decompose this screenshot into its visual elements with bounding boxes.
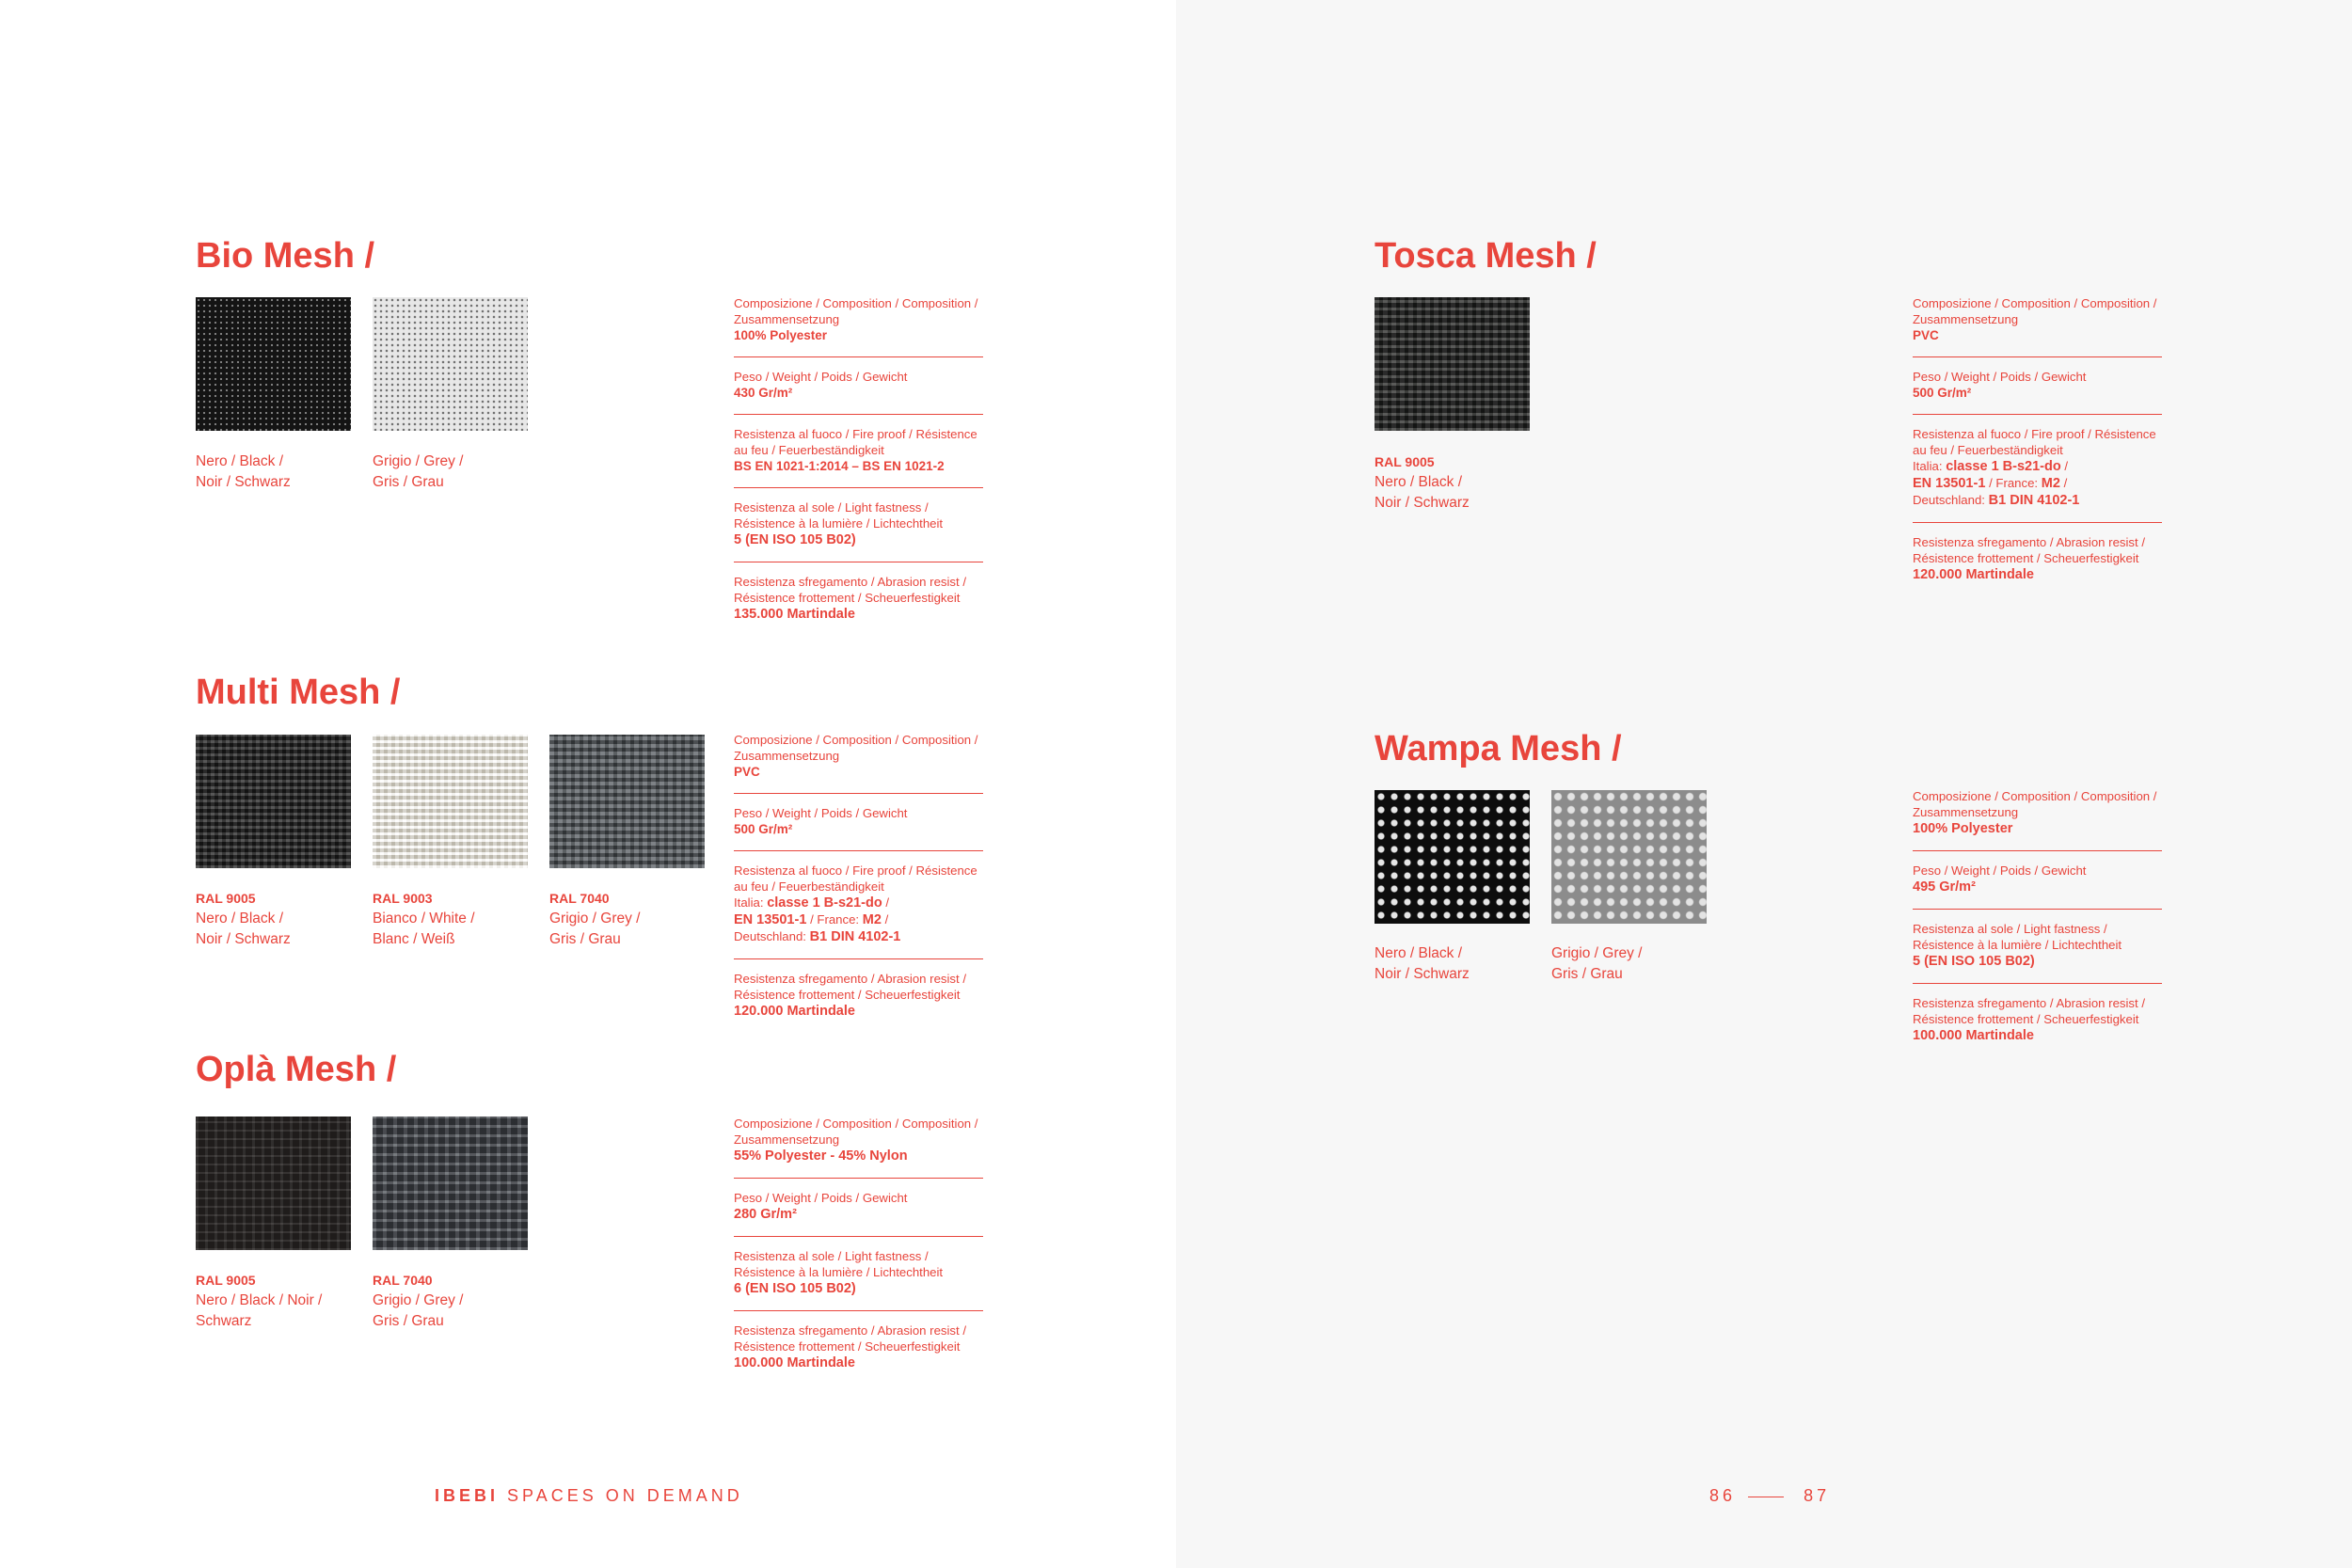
spec-label: Resistenza al sole / Light fastness / Résistence à la lumière / Lichtechtheit bbox=[734, 1249, 944, 1279]
multi-swatch-grey bbox=[549, 735, 705, 868]
spec-weight bbox=[734, 1190, 983, 1237]
bio-swatch-black bbox=[196, 297, 351, 431]
caption-line: Noir / Schwarz bbox=[1375, 495, 1470, 511]
spec-label: Resistenza sfregamento / Abrasion resist / Résistence frottement / Scheuerfestigkeit bbox=[1913, 535, 2146, 565]
ral-code: RAL 9005 bbox=[196, 891, 256, 906]
fire-de-label: Deutschland: bbox=[734, 929, 806, 943]
spec-weight bbox=[734, 369, 983, 415]
spec-value: 100% Polyester bbox=[1913, 821, 2013, 836]
opla-swatch-grey bbox=[373, 1117, 528, 1250]
spec-fire: Resistenza al fuoco / Fire proof / Résistence au feu / Feuerbeständigkeit Italia: classe 1 B-s21-do / EN 13501-1 / France: M2 / Deutschland: B1 DIN 4102-1 bbox=[1913, 426, 2162, 523]
fire-italia-label: Italia: bbox=[1913, 459, 1943, 473]
fire-france-value: M2 bbox=[2041, 476, 2060, 491]
ral-code: RAL 9005 bbox=[1375, 454, 1435, 469]
multi-specs bbox=[734, 732, 983, 1044]
brand-name: IBEBI bbox=[435, 1486, 500, 1505]
spec-label: Resistenza al sole / Light fastness / Résistence à la lumière / Lichtechtheit bbox=[1913, 922, 2122, 952]
caption-line: Blanc / Weiß bbox=[373, 931, 455, 947]
spec-label: Composizione / Composition / Composition / Zusammensetzung bbox=[734, 733, 978, 763]
caption-line: Nero / Black / bbox=[1375, 474, 1463, 490]
caption-line: Gris / Grau bbox=[373, 474, 444, 490]
spec-value: 100.000 Martindale bbox=[734, 1355, 855, 1370]
spec-label: Resistenza al sole / Light fastness / Résistence à la lumière / Lichtechtheit bbox=[734, 500, 944, 531]
bio-mesh-title: Bio Mesh / bbox=[196, 236, 375, 276]
spec-value: 495 Gr/m² bbox=[1913, 879, 1976, 895]
fire-france-value: M2 bbox=[862, 912, 882, 927]
spec-value: 120.000 Martindale bbox=[734, 1004, 855, 1019]
opla-caption-black bbox=[196, 1270, 365, 1332]
spec-value: 55% Polyester - 45% Nylon bbox=[734, 1148, 908, 1164]
ral-code: RAL 9005 bbox=[196, 1273, 256, 1288]
spec-label: Resistenza sfregamento / Abrasion resist / Résistence frottement / Scheuerfestigkeit bbox=[734, 972, 967, 1002]
multi-swatch-black bbox=[196, 735, 351, 868]
bio-specs bbox=[734, 295, 983, 647]
caption-line: Nero / Black / bbox=[196, 453, 284, 469]
spec-composition bbox=[1913, 788, 2162, 851]
spec-composition bbox=[734, 295, 983, 357]
spec-value: BS EN 1021-1:2014 – BS EN 1021-2 bbox=[734, 459, 945, 473]
spec-label: Composizione / Composition / Composition / Zusammensetzung bbox=[1913, 296, 2157, 326]
caption-line: Nero / Black / bbox=[196, 911, 284, 927]
right-page-background bbox=[1176, 0, 2352, 1568]
spec-abrasion bbox=[734, 574, 983, 636]
spec-value: 5 (EN ISO 105 B02) bbox=[1913, 954, 2035, 969]
spec-label: Composizione / Composition / Composition / Zusammensetzung bbox=[734, 1117, 978, 1147]
spec-value: 430 Gr/m² bbox=[734, 386, 793, 400]
spec-value: 135.000 Martindale bbox=[734, 607, 855, 622]
fire-italia-value: classe 1 B-s21-do bbox=[767, 895, 882, 911]
spec-abrasion bbox=[1913, 534, 2162, 596]
spec-abrasion bbox=[734, 971, 983, 1033]
spec-value: PVC bbox=[734, 765, 760, 779]
spec-label: Resistenza al fuoco / Fire proof / Résistence au feu / Feuerbeständigkeit bbox=[734, 863, 977, 894]
page-number-right: 87 bbox=[1804, 1486, 1831, 1505]
spec-value: PVC bbox=[1913, 328, 1939, 342]
multi-swatch-white bbox=[373, 735, 528, 868]
spec-light bbox=[1913, 921, 2162, 984]
ral-code: RAL 9003 bbox=[373, 891, 433, 906]
fire-france-label: / France: bbox=[1989, 476, 2039, 490]
spec-label: Peso / Weight / Poids / Gewicht bbox=[1913, 863, 2087, 878]
fire-de-value: B1 DIN 4102-1 bbox=[809, 929, 901, 944]
spec-label: Resistenza sfregamento / Abrasion resist / Résistence frottement / Scheuerfestigkeit bbox=[734, 1323, 967, 1354]
spec-value: 280 Gr/m² bbox=[734, 1207, 797, 1222]
opla-swatch-black bbox=[196, 1117, 351, 1250]
spec-value: 100% Polyester bbox=[734, 328, 828, 342]
caption-line: Gris / Grau bbox=[549, 931, 621, 947]
wampa-swatch-black bbox=[1375, 790, 1530, 924]
spec-weight bbox=[1913, 863, 2162, 910]
caption-line: Grigio / Grey / bbox=[1551, 945, 1643, 961]
caption-line: Grigio / Grey / bbox=[373, 1292, 464, 1308]
page-number-left: 86 bbox=[1709, 1486, 1737, 1505]
caption-line: Noir / Schwarz bbox=[196, 474, 291, 490]
caption-line: Gris / Grau bbox=[373, 1313, 444, 1329]
opla-caption-grey bbox=[373, 1270, 542, 1332]
fire-en-value: EN 13501-1 bbox=[734, 912, 807, 927]
spec-abrasion bbox=[734, 1323, 983, 1385]
multi-caption-black bbox=[196, 888, 365, 950]
spec-value: 120.000 Martindale bbox=[1913, 567, 2034, 582]
multi-caption-grey bbox=[549, 888, 719, 950]
wampa-specs bbox=[1913, 788, 2162, 1069]
multi-caption-white bbox=[373, 888, 542, 950]
spec-composition bbox=[1913, 295, 2162, 357]
spec-weight bbox=[734, 805, 983, 851]
tosca-caption-black bbox=[1375, 451, 1544, 514]
spec-label: Composizione / Composition / Composition / Zusammensetzung bbox=[1913, 789, 2157, 819]
tosca-swatch-black bbox=[1375, 297, 1530, 431]
bio-swatch-grey bbox=[373, 297, 528, 431]
caption-line: Gris / Grau bbox=[1551, 966, 1623, 982]
spec-label: Peso / Weight / Poids / Gewicht bbox=[1913, 370, 2087, 384]
page-numbers bbox=[1709, 1486, 1830, 1506]
caption-line: Bianco / White / bbox=[373, 911, 475, 927]
spec-light bbox=[734, 499, 983, 562]
spec-label: Resistenza al fuoco / Fire proof / Résistence au feu / Feuerbeständigkeit bbox=[734, 427, 977, 457]
opla-mesh-title: Oplà Mesh / bbox=[196, 1050, 397, 1089]
spec-value: 500 Gr/m² bbox=[1913, 386, 1972, 400]
ral-code: RAL 7040 bbox=[549, 891, 610, 906]
brand-tagline: SPACES ON DEMAND bbox=[507, 1486, 743, 1505]
spec-label: Resistenza sfregamento / Abrasion resist / Résistence frottement / Scheuerfestigkeit bbox=[734, 575, 967, 605]
spec-label: Resistenza al fuoco / Fire proof / Résistence au feu / Feuerbeständigkeit bbox=[1913, 427, 2156, 457]
wampa-caption-black bbox=[1375, 943, 1544, 985]
wampa-mesh-title: Wampa Mesh / bbox=[1375, 729, 1622, 768]
ral-code: RAL 7040 bbox=[373, 1273, 433, 1288]
fire-italia-value: classe 1 B-s21-do bbox=[1946, 459, 2061, 474]
fire-en-value: EN 13501-1 bbox=[1913, 476, 1986, 491]
fire-italia-label: Italia: bbox=[734, 895, 764, 910]
caption-line: Grigio / Grey / bbox=[549, 911, 641, 927]
caption-line: Nero / Black / bbox=[1375, 945, 1463, 961]
wampa-caption-grey bbox=[1551, 943, 1721, 985]
spec-value: 6 (EN ISO 105 B02) bbox=[734, 1281, 856, 1296]
spec-weight bbox=[1913, 369, 2162, 415]
tosca-mesh-title: Tosca Mesh / bbox=[1375, 236, 1597, 276]
bio-caption-grey bbox=[373, 451, 542, 493]
spec-value: 500 Gr/m² bbox=[734, 822, 793, 836]
spec-label: Resistenza sfregamento / Abrasion resist / Résistence frottement / Scheuerfestigkeit bbox=[1913, 996, 2146, 1026]
spec-value: 5 (EN ISO 105 B02) bbox=[734, 532, 856, 547]
caption-line: Nero / Black / Noir / bbox=[196, 1292, 323, 1308]
spec-fire: Resistenza al fuoco / Fire proof / Résistence au feu / Feuerbeständigkeit Italia: classe 1 B-s21-do / EN 13501-1 / France: M2 / Deutschland: B1 DIN 4102-1 bbox=[734, 863, 983, 959]
spec-composition bbox=[734, 1116, 983, 1179]
caption-line: Noir / Schwarz bbox=[196, 931, 291, 947]
tosca-specs bbox=[1913, 295, 2162, 608]
spec-label: Peso / Weight / Poids / Gewicht bbox=[734, 806, 908, 820]
multi-mesh-title: Multi Mesh / bbox=[196, 673, 401, 712]
spec-fire bbox=[734, 426, 983, 488]
caption-line: Grigio / Grey / bbox=[373, 453, 464, 469]
bio-caption-black bbox=[196, 451, 365, 493]
caption-line: Noir / Schwarz bbox=[1375, 966, 1470, 982]
wampa-swatch-grey bbox=[1551, 790, 1707, 924]
fire-de-value: B1 DIN 4102-1 bbox=[1988, 493, 2080, 508]
spec-composition bbox=[734, 732, 983, 794]
spec-value: 100.000 Martindale bbox=[1913, 1028, 2034, 1043]
spec-label: Peso / Weight / Poids / Gewicht bbox=[734, 370, 908, 384]
caption-line: Schwarz bbox=[196, 1313, 252, 1329]
opla-specs bbox=[734, 1116, 983, 1396]
fire-de-label: Deutschland: bbox=[1913, 493, 1985, 507]
spec-label: Peso / Weight / Poids / Gewicht bbox=[734, 1191, 908, 1205]
spec-label: Composizione / Composition / Composition / Zusammensetzung bbox=[734, 296, 978, 326]
spec-abrasion bbox=[1913, 995, 2162, 1057]
spec-light bbox=[734, 1248, 983, 1311]
fire-france-label: / France: bbox=[810, 912, 860, 927]
footer-brand bbox=[435, 1486, 743, 1506]
